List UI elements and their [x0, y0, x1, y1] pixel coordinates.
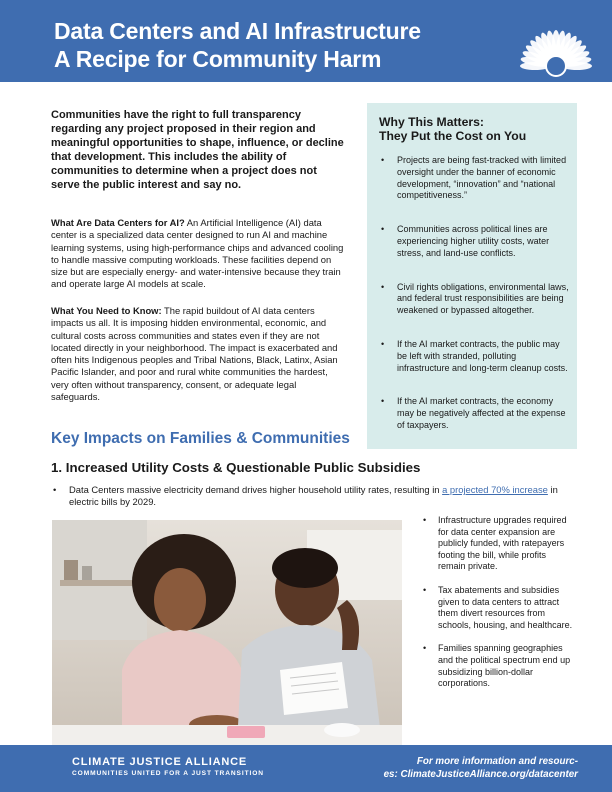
- bullet-text-after: in electric bills by 2029.: [69, 484, 558, 507]
- photo-illustration: [52, 520, 402, 745]
- list-item: [421, 515, 573, 573]
- why-item-text: Projects are being fast-tracked with limited oversight under the banner of economic development, “innovation” and “national competitiveness.”: [397, 155, 567, 201]
- what-are-label: What Are Data Centers for AI?: [51, 217, 185, 228]
- bullet-icon: •: [423, 584, 427, 595]
- org-tagline: COMMUNITIES UNITED FOR A JUST TRANSITION: [72, 770, 264, 777]
- need-to-know-paragraph: [51, 305, 347, 403]
- bullet-icon: •: [381, 396, 385, 407]
- bullet-icon: •: [423, 515, 427, 525]
- footer-resources[interactable]: [378, 755, 578, 781]
- footer-banner: [0, 745, 612, 792]
- section-heading-utility-costs: 1. Increased Utility Costs & Questionable Public Subsidies: [51, 460, 421, 475]
- why-item-text: If the AI market contracts, the economy may be negatively affected at the expense of taxpayers.: [397, 396, 566, 430]
- header-banner: [0, 0, 612, 82]
- subsidy-item-text: Tax abatements and subsidies given to data centers to attract them divert resources from schools, housing, and healthcare.: [438, 584, 573, 630]
- list-item: [421, 643, 573, 689]
- bullet-icon: •: [381, 281, 385, 292]
- list-item: [379, 339, 569, 374]
- why-title-line-1: Why This Matters:: [379, 115, 484, 129]
- what-are-text: An Artificial Intelligence (AI) data center is a specialized data center designed to run AI and machine learning systems, using high-performance chips and advanced cooling to handle massive computing workloads. These facilities depend on size but are especially energy- and water-intensive because they train and operate large AI models at scale.: [51, 217, 344, 290]
- bullet-icon: •: [381, 338, 385, 349]
- title-line-2: A Recipe for Community Harm: [54, 46, 382, 72]
- need-to-know-label: What You Need to Know:: [51, 305, 162, 316]
- page-title: [54, 17, 421, 73]
- need-to-know-text: The rapid buildout of AI data centers impacts us all. It is imposing hidden environmental, economic, and cultural costs across communities and states even if they are not located directly in your neighborhood. The impact is exacerbated and often hits Indigenous peoples and Tribal Nations, Black, Latinx, Asian Pacific Islander, and poor and rural white communities the hardest, very often without transparency, consent, or adequate legal safeguards.: [51, 305, 338, 403]
- footer-info-line-2: es: ClimateJusticeAlliance.org/datacenter: [383, 769, 578, 780]
- why-this-matters-box: [367, 103, 577, 449]
- subsidy-bullet-list: [421, 515, 573, 702]
- subsidy-item-text: Infrastructure upgrades required for data center expansion are publicly funded, with ratepayers footing the bill, while profits remain private.: [438, 515, 567, 572]
- title-line-1: Data Centers and AI Infrastructure: [54, 18, 421, 44]
- list-item: [421, 585, 573, 631]
- subsidy-item-text: Families spanning geographies and the political spectrum end up subsidizing billion-dollar corporations.: [438, 643, 571, 689]
- why-item-text: Civil rights obligations, environmental laws, and federal trust responsibilities are being weakened or bypassed altogether.: [397, 281, 569, 316]
- why-box-title: [379, 116, 569, 143]
- list-item: [379, 282, 569, 317]
- projected-increase-link[interactable]: a projected 70% increase: [442, 484, 548, 495]
- couple-reviewing-bills-photo: [52, 520, 402, 745]
- why-title-line-2: They Put the Cost on You: [379, 128, 527, 143]
- footer-info-line-1: For more information and resourc-: [416, 756, 578, 767]
- intro-statement: Communities have the right to full transparency regarding any project proposed in their region and meaningful opportunities to shape, influence, or decline that development. This includes the ability of communities to determine when a project does not serve the public interest and say no.: [51, 109, 344, 191]
- why-item-text: If the AI market contracts, the public may be left with stranded, polluting infrastructure and long-term cleanup costs.: [397, 338, 568, 373]
- bullet-icon: •: [423, 643, 427, 654]
- bullet-text-before: Data Centers massive electricity demand drives higher household utility rates, resulting in: [69, 484, 443, 495]
- bullet-icon: •: [381, 224, 385, 235]
- sunflower-icon: [510, 2, 598, 80]
- list-item: [379, 224, 569, 259]
- bullet-icon: •: [381, 155, 385, 165]
- key-impacts-heading: Key Impacts on Families & Communities: [51, 430, 350, 447]
- list-item: [379, 155, 569, 202]
- why-item-text: Communities across political lines are experiencing higher utility costs, water stress, and land-use conflicts.: [397, 224, 550, 258]
- list-item: [379, 396, 569, 431]
- why-list: [379, 155, 569, 454]
- bullet-icon: •: [53, 484, 57, 495]
- utility-cost-bullet: [51, 484, 571, 508]
- what-are-paragraph: [51, 217, 347, 291]
- org-logo-name: CLIMATE JUSTICE ALLIANCE: [72, 756, 248, 768]
